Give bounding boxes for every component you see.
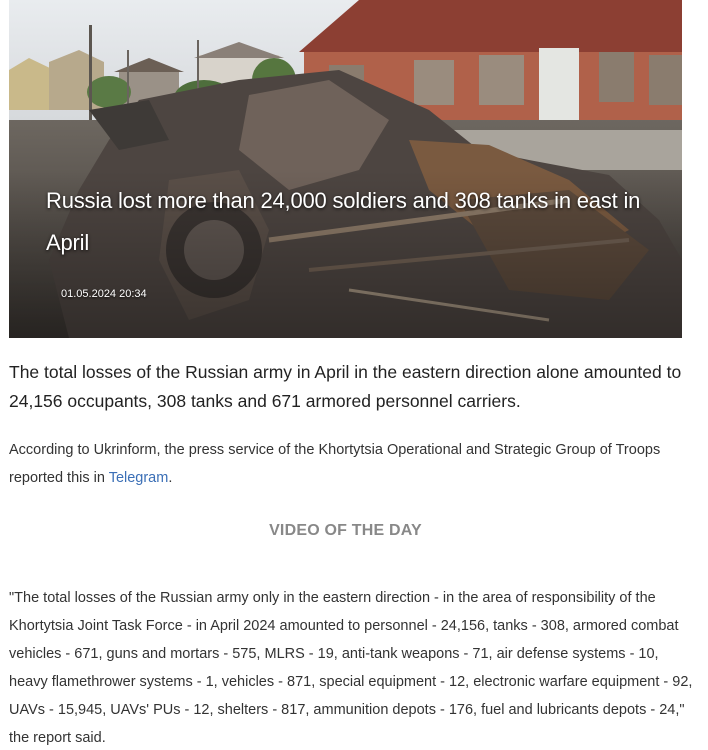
- article-title[interactable]: Russia lost more than 24,000 soldiers and 308 tanks in east in April: [46, 188, 641, 255]
- hero-image-container[interactable]: [9, 0, 682, 338]
- report-quote: "The total losses of the Russian army only in the eastern direction - in the area of responsibility of the Khortytsia Joint Task Force - in April 2024 amounted to personnel - 24,156, tanks - 308, armored combat vehicles - 671, guns and mortars - 575, MLRS - 19, anti-tank weapons - 71, air defense systems - 10, heavy flamethrower systems - 1, vehicles - 871, special equipment - 12, electronic warfare equipment - 92, UAVs - 15,945, UAVs' PUs - 12, shelters - 817, ammunition depots - 176, fuel and lubricants depots - 24," the report said.: [9, 590, 693, 746]
- telegram-link[interactable]: Telegram: [108, 470, 169, 486]
- source-suffix: .: [168, 470, 173, 486]
- source-text: According to Ukrinform, the press service of the Khortytsia Operational and Strategic Group of Troops reported this in: [9, 442, 661, 486]
- video-of-the-day-heading: VIDEO OF THE DAY: [269, 522, 422, 539]
- source-paragraph: [9, 436, 699, 492]
- article-date: 01.05.2024 20:34: [61, 288, 147, 300]
- article-lead: The total losses of the Russian army in April in the eastern direction alone amounted to 24,156 occupants, 308 tanks and 671 armored personnel carriers.: [9, 362, 682, 411]
